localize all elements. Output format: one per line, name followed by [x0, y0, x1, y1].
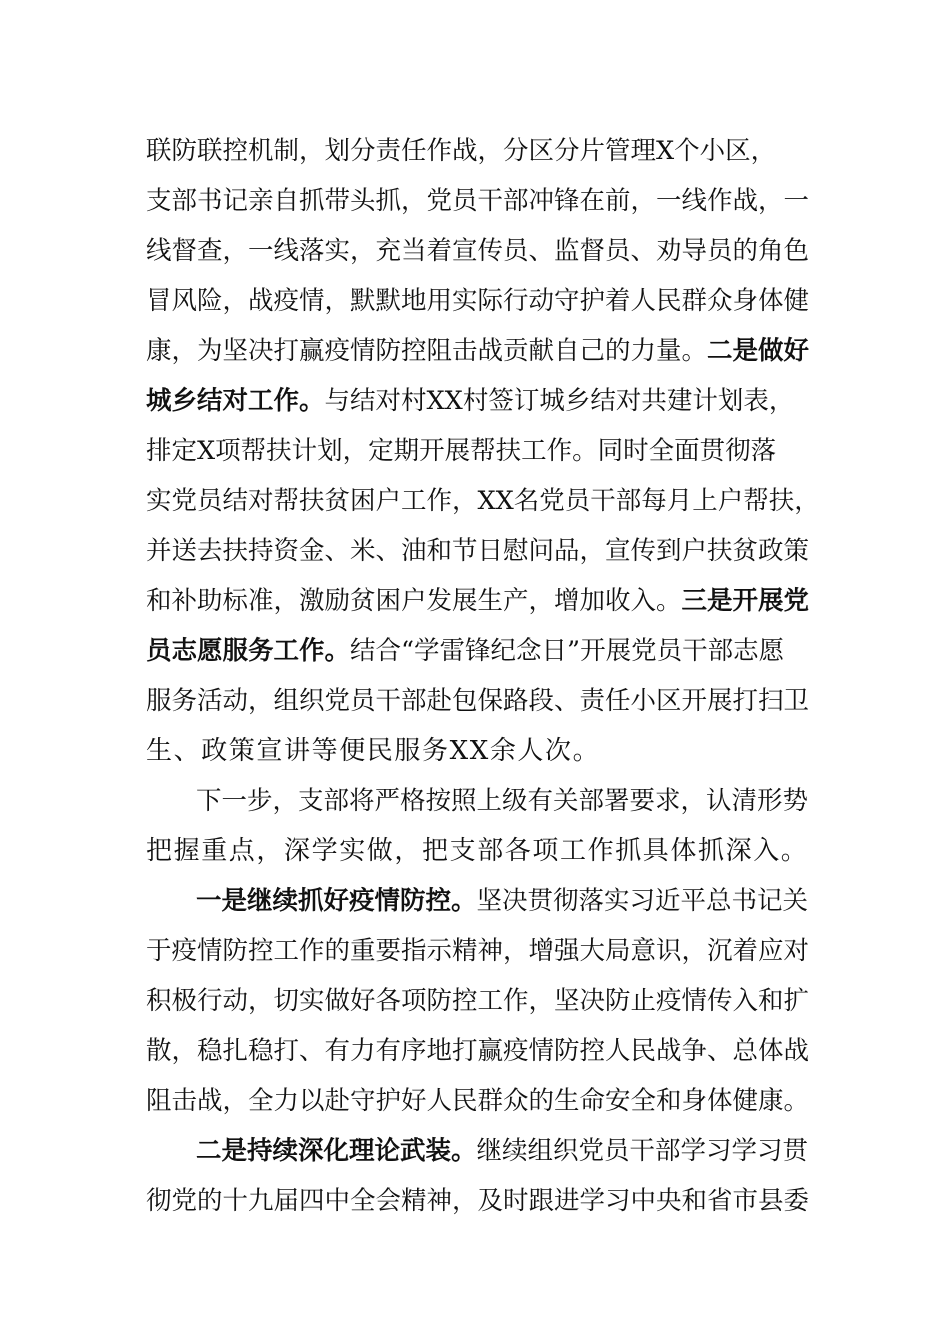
text-line — [146, 526, 826, 576]
text-run: 生、政策宣讲等便民服务XX余人次。 — [146, 736, 601, 766]
text-line — [146, 1076, 826, 1126]
text-line — [146, 676, 826, 726]
text-run: 把握重点，深学实做，把支部各项工作抓具体抓深入。 — [146, 836, 809, 866]
text-run: 服务活动，组织党员干部赴包保路段、责任小区开展打扫卫 — [146, 686, 810, 716]
text-line — [146, 476, 826, 526]
text-line — [196, 776, 826, 826]
text-run: 阻击战，全力以赴守护好人民群众的生命安全和身体健康。 — [146, 1086, 810, 1116]
text-run: 实党员结对帮扶贫困户工作，XX名党员干部每月上户帮扶， — [146, 486, 820, 516]
text-run: 坚决贯彻落实习近平总书记关 — [476, 886, 809, 916]
text-run: 下一步，支部将严格按照上级有关部署要求，认清形势 — [196, 786, 809, 816]
text-run: 康，为坚决打赢疫情防控阻击战贡献自己的力量。 — [146, 336, 708, 366]
bold-heading-run: 二是持续深化理论武装。 — [196, 1136, 477, 1166]
text-line — [146, 976, 826, 1026]
text-line — [146, 576, 826, 626]
text-line — [146, 426, 826, 476]
text-run: 积极行动，切实做好各项防控工作，坚决防止疫情传入和扩 — [146, 986, 810, 1016]
text-run: 散，稳扎稳打、有力有序地打赢疫情防控人民战争、总体战 — [146, 1036, 810, 1066]
text-run: 排定X项帮扶计划，定期开展帮扶工作。同时全面贯彻落 — [146, 436, 777, 466]
text-line — [146, 726, 826, 776]
text-run: 支部书记亲自抓带头抓，党员干部冲锋在前，一线作战，一 — [146, 186, 810, 216]
bold-heading-run: 一是继续抓好疫情防控。 — [196, 886, 477, 916]
text-line — [146, 926, 826, 976]
text-run: 于疫情防控工作的重要指示精神，增强大局意识，沉着应对 — [146, 936, 810, 966]
text-line — [196, 1126, 826, 1176]
text-run: 继续组织党员干部学习学习贯 — [476, 1136, 809, 1166]
bold-heading-run: 三是开展党 — [681, 586, 810, 616]
text-run: 冒风险，战疫情，默默地用实际行动守护着人民群众身体健 — [146, 286, 810, 316]
text-line — [196, 876, 826, 926]
bold-heading-run: 二是做好 — [707, 336, 810, 366]
text-line — [146, 376, 826, 426]
text-line — [146, 1026, 826, 1076]
bold-heading-run: 城乡结对工作。 — [146, 386, 325, 416]
text-run: 线督查，一线落实，充当着宣传员、监督员、劝导员的角色 — [146, 236, 810, 266]
text-run: 和补助标准，激励贫困户发展生产，增加收入。 — [146, 586, 682, 616]
text-line — [146, 626, 826, 676]
text-run: 彻党的十九届四中全会精神，及时跟进学习中央和省市县委 — [146, 1186, 810, 1216]
text-line — [146, 276, 826, 326]
text-line — [146, 226, 826, 276]
text-line — [146, 126, 826, 176]
text-line — [146, 326, 826, 376]
bold-heading-run: 员志愿服务工作。 — [146, 636, 351, 666]
text-line — [146, 1176, 826, 1226]
text-run: 联防联控机制，划分责任作战，分区分片管理X个小区， — [146, 136, 777, 166]
text-line — [146, 826, 826, 876]
text-run: 并送去扶持资金、米、油和节日慰问品，宣传到户扶贫政策 — [146, 536, 810, 566]
text-line — [146, 176, 826, 226]
text-run: 与结对村XX村签订城乡结对共建计划表， — [324, 386, 795, 416]
text-run: 结合“学雷锋纪念日”开展党员干部志愿 — [350, 636, 785, 666]
